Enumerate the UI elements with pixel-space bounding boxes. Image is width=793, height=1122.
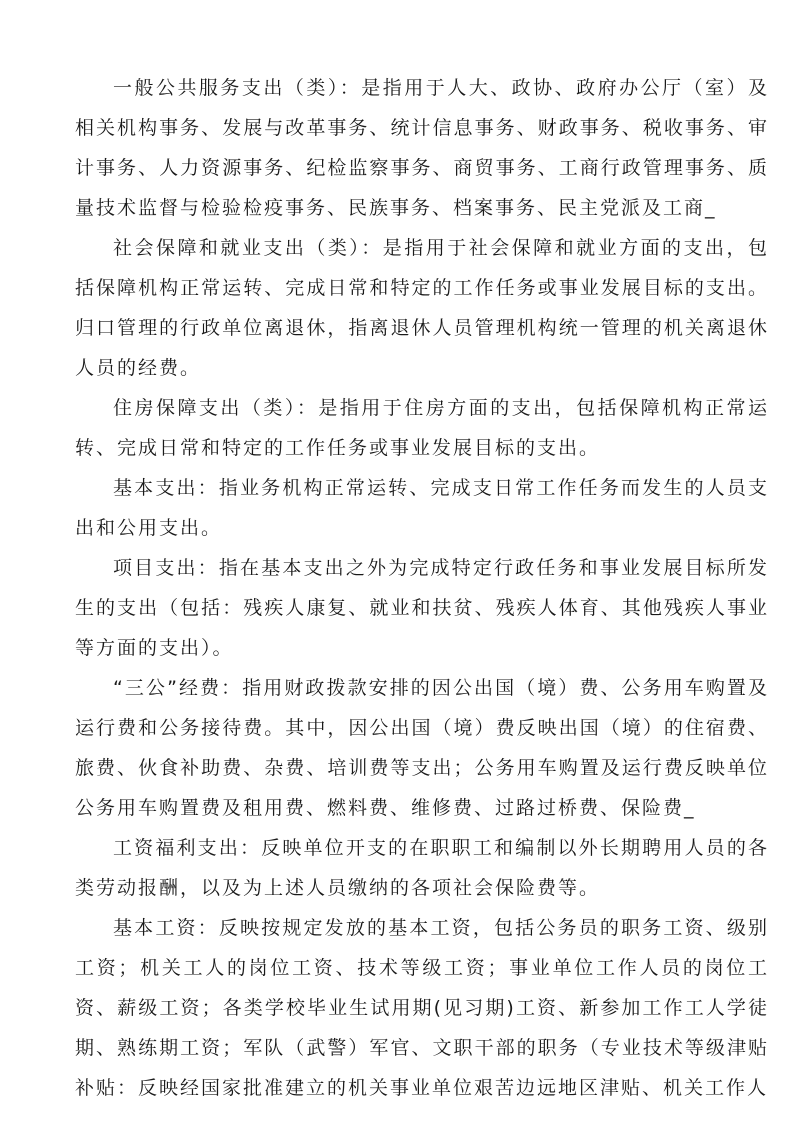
paragraph-basic-expenditure: 基本支出：指业务机构正常运转、完成支日常工作任务而发生的人员支出和公用支出。 bbox=[75, 477, 769, 539]
paragraph-project-expenditure: 项目支出：指在基本支出之外为完成特定行政任务和事业发展目标所发生的支出（包括：残疾人康复、就业和扶贫、残疾人体育、其他残疾人事业等方面的支出）。 bbox=[75, 557, 769, 659]
paragraph-social-security-employment: 社会保障和就业支出（类）：是指用于社会保障和就业方面的支出，包括保障机构正常运转、完成日常和特定的工作任务或事业发展目标的支出。归口管理的行政单位离退休，指离退休人员管理机构统一管理的机关离退休人员的经费。 bbox=[75, 237, 769, 379]
paragraph-three-public-expenses: “三公”经费：指用财政拨款安排的因公出国（境）费、公务用车购置及运行费和公务接待费。其中，因公出国（境）费反映出国（境）的住宿费、旅费、伙食补助费、杂费、培训费等支出；公务用车购置及运行费反映单位公务用车购置费及租用费、燃料费、维修费、过路过桥费、保险费_ bbox=[75, 677, 769, 819]
paragraph-general-public-services: 一般公共服务支出（类）：是指用于人大、政协、政府办公厅（室）及相关机构事务、发展与改革事务、统计信息事务、财政事务、税收事务、审计事务、人力资源事务、纪检监察事务、商贸事务、工商行政管理事务、质量技术监督与检验检疫事务、民族事务、档案事务、民主党派及工商_ bbox=[75, 77, 769, 219]
document-body bbox=[75, 68, 769, 1108]
paragraph-wages-welfare: 工资福利支出：反映单位开支的在职职工和编制以外长期聘用人员的各类劳动报酬，以及为上述人员缴纳的各项社会保险费等。 bbox=[75, 837, 769, 899]
paragraph-basic-wages: 基本工资：反映按规定发放的基本工资，包括公务员的职务工资、级别工资；机关工人的岗位工资、技术等级工资；事业单位工作人员的岗位工资、薪级工资；各类学校毕业生试用期(见习期)工资、新参加工作工人学徒期、熟练期工资；军队（武警）军官、文职干部的职务（专业技术等级津贴补贴：反映经国家批准建立的机关事业单位艰苦边远地区津贴、机关工作人 bbox=[75, 917, 769, 1099]
paragraph-housing-security: 住房保障支出（类）：是指用于住房方面的支出，包括保障机构正常运转、完成日常和特定的工作任务或事业发展目标的支出。 bbox=[75, 397, 769, 459]
